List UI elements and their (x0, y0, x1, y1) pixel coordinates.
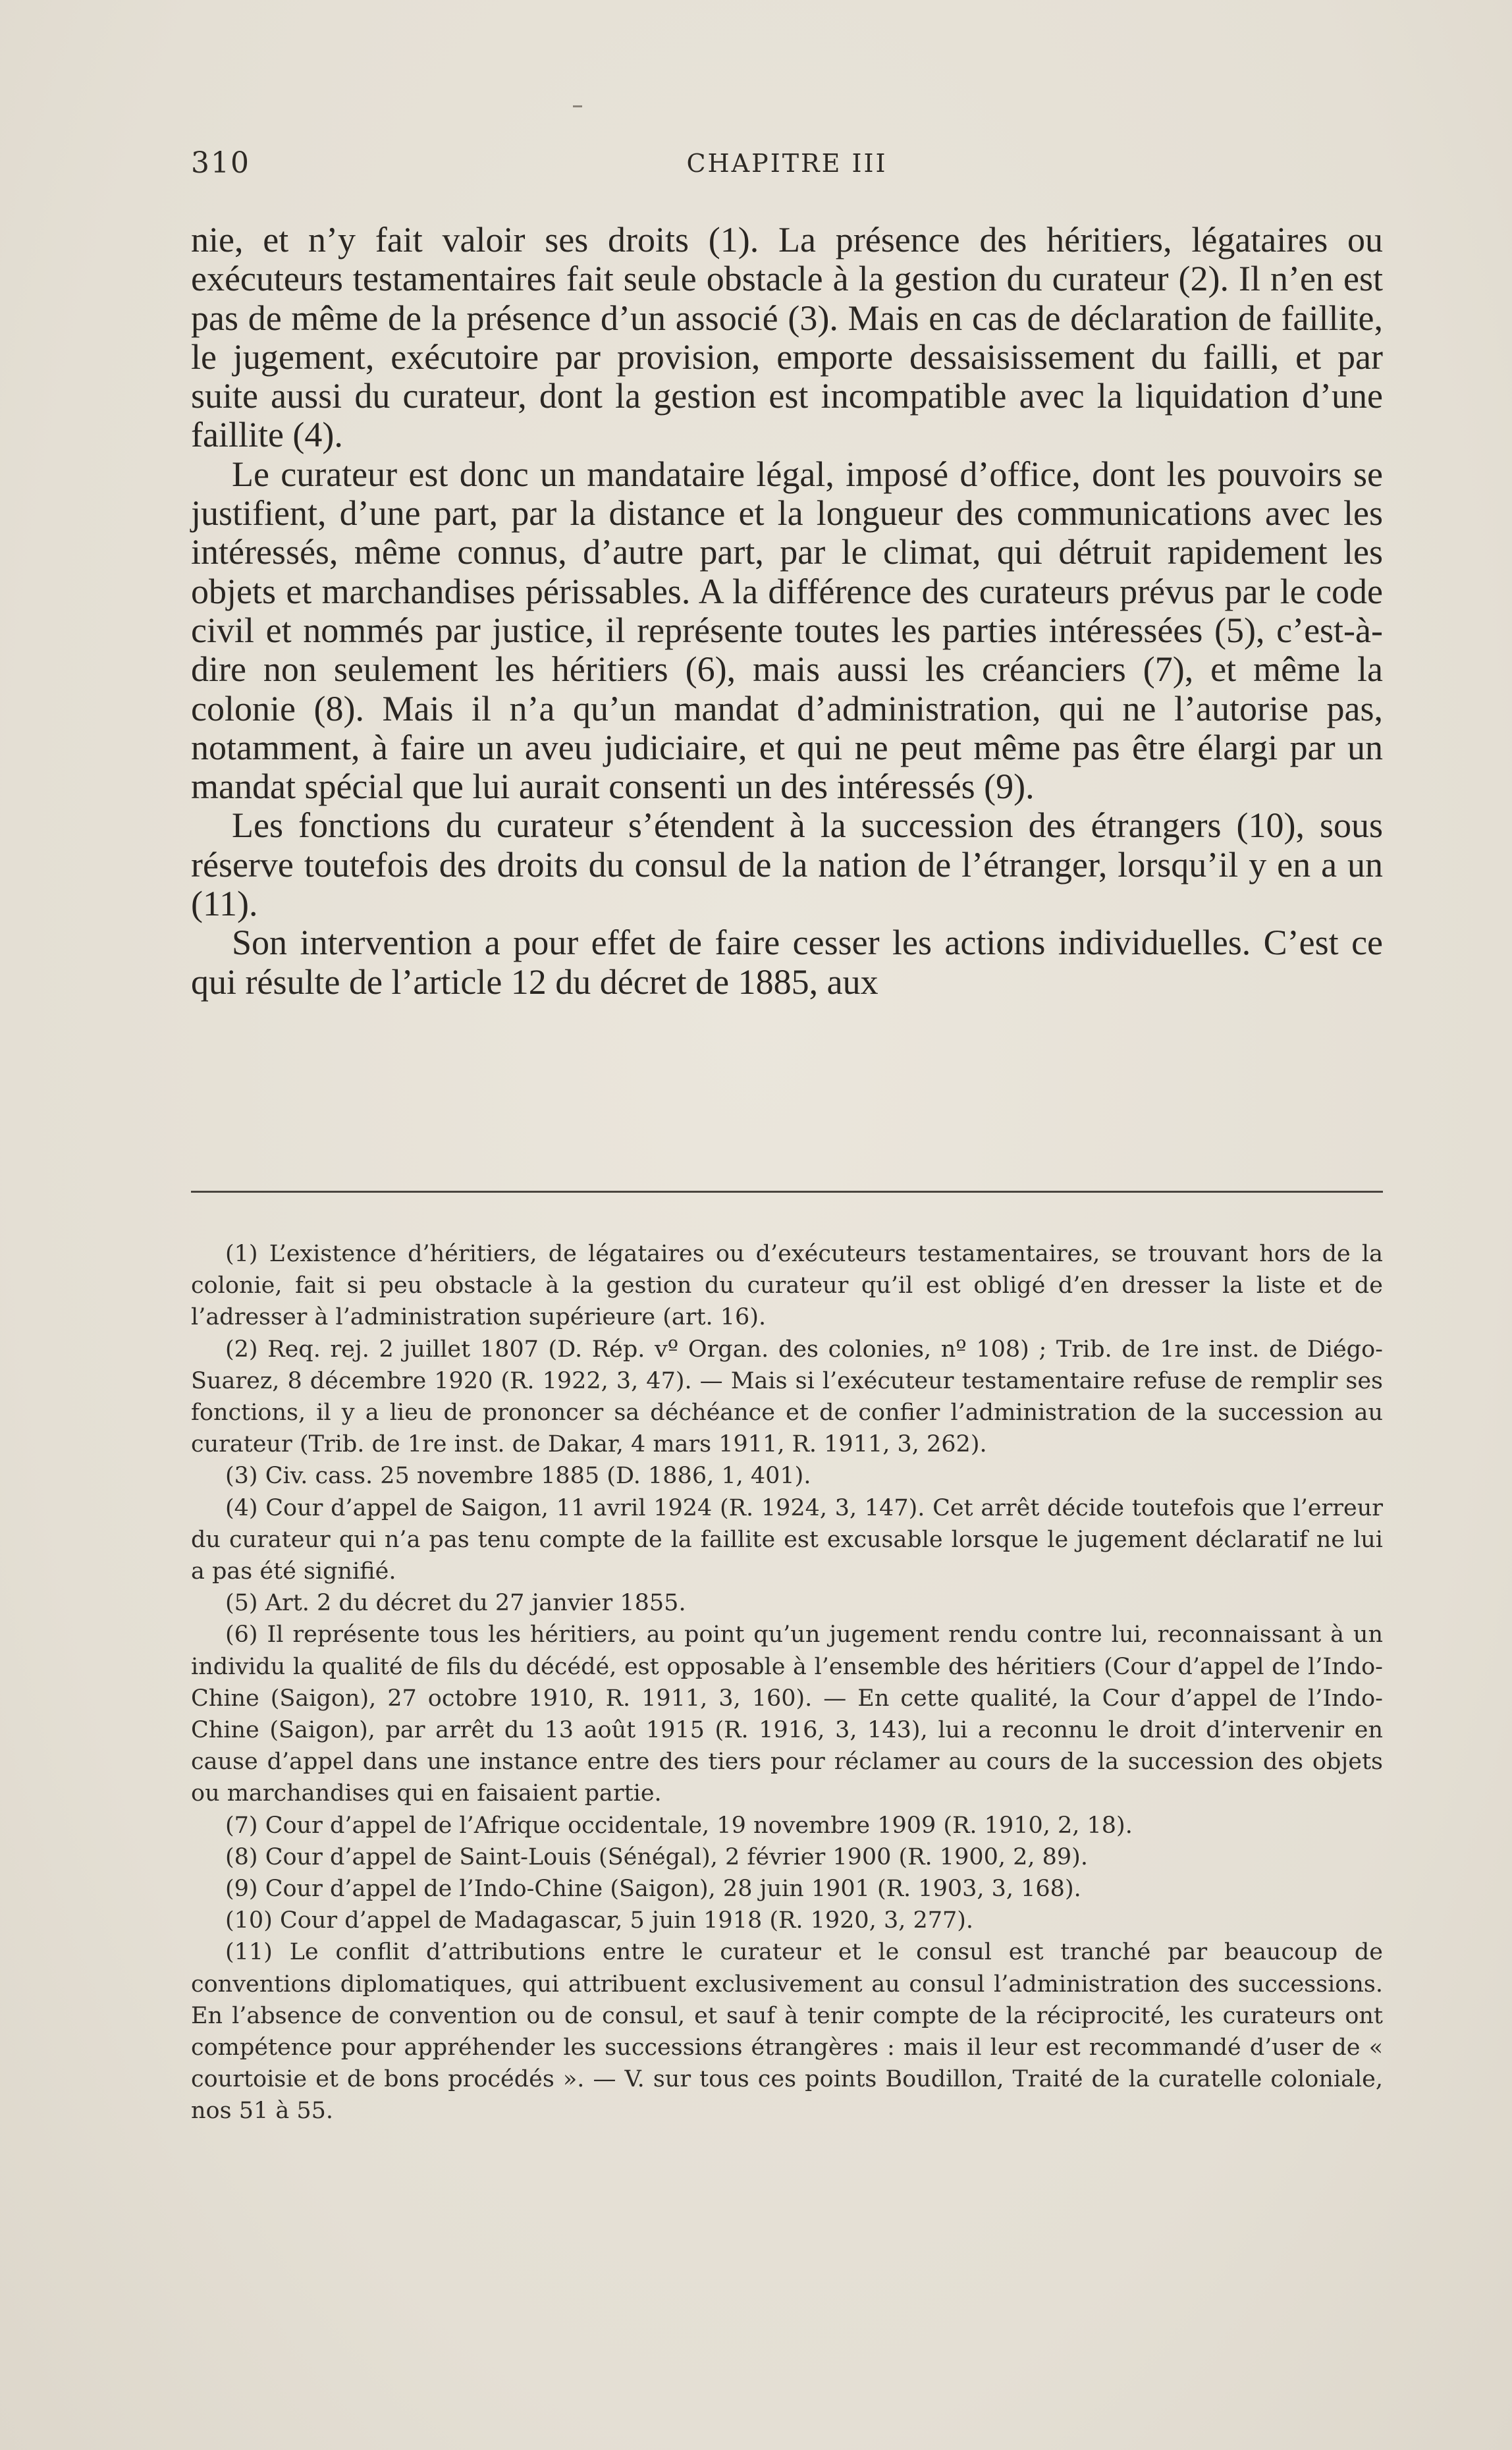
footnote: (11) Le conflit d’attributions entre le curateur et le consul est tranché par beaucoup de conventions diplomatiques, qui attribuent exclusivement au consul l’administration des successions. En l’absence de convention ou de consul, et sauf à tenir compte de la réciprocité, les curateurs ont compétence pour appréhender les successions étrangères : mais il leur est recommandé d’user de « courtoisie et de bons procédés ». — V. sur tous ces points Boudillon, Traité de la curatelle coloniale, nos 51 à 55. (191, 1939, 1383, 2125)
footnote: (4) Cour d’appel de Saigon, 11 avril 1924 (R. 1924, 3, 147). Cet arrêt décide toutefois que l’erreur du curateur qui n’a pas tenu compte de la faillite est excusable lorsque le jugement déclaratif ne lui a pas été signifié. (191, 1494, 1383, 1585)
footnote: (6) Il représente tous les héritiers, au point qu’un jugement rendu contre lui, reconnaissant à un individu la qualité de fils du décédé, est opposable à l’ensemble des héritiers (Cour d’appel de l’Indo-Chine (Saigon), 27 octobre 1910, R. 1911, 3, 160). — En cette qualité, la Cour d’appel de l’Indo-Chine (Saigon), par arrêt du 13 août 1915 (R. 1916, 3, 143), lui a reconnu le droit d’intervenir en cause d’appel dans une instance entre des tiers pour réclamer au cours de la succession des objets ou marchandises qui en faisaient partie. (191, 1621, 1383, 1807)
paragraph: Son intervention a pour effet de faire cesser les actions individuelles. C’est ce qui résulte de l’article 12 du décret de 1885, aux (191, 923, 1383, 1002)
page-mark (573, 105, 582, 107)
footnote: (7) Cour d’appel de l’Afrique occidentale, 19 novembre 1909 (R. 1910, 2, 18). (225, 1812, 1133, 1839)
footnotes (191, 1238, 1383, 2127)
footnote: (3) Civ. cass. 25 novembre 1885 (D. 1886, 1, 401). (225, 1463, 811, 1490)
footnote-separator (191, 1191, 1383, 1193)
footnote: (9) Cour d’appel de l’Indo-Chine (Saigon), 28 juin 1901 (R. 1903, 3, 168). (225, 1876, 1081, 1903)
footnote: (2) Req. rej. 2 juillet 1807 (D. Rép. vº Organ. des colonies, nº 108) ; Trib. de 1re inst. de Diégo-Suarez, 8 décembre 1920 (R. 1922, 3, 47). — Mais si l’exécuteur testamentaire refuse de remplir ses fonctions, il y a lieu de prononcer sa déchéance et de confier l’administration de la succession au curateur (Trib. de 1re inst. de Dakar, 4 mars 1911, R. 1911, 3, 262). (191, 1336, 1383, 1458)
footnote: (1) L’existence d’héritiers, de légataires ou d’exécuteurs testamentaires, se trouvant hors de la colonie, fait si peu obstacle à la gestion du curateur qu’il est obligé d’en dresser la liste et de l’adresser à l’administration supérieure (art. 16). (191, 1241, 1383, 1331)
page-header (191, 146, 1383, 192)
paragraph: nie, et n’y fait valoir ses droits (1). La présence des héritiers, légataires ou exécuteurs testamentaires fait seule obstacle à la gestion du curateur (2). Il n’en est pas de même de la présence d’un associé (3). Mais en cas de déclaration de faillite, le jugement, exécutoire par provision, emporte dessaisissement du failli, et par suite aussi du curateur, dont la gestion est incompatible avec la liquidation d’une faillite (4). (191, 220, 1383, 455)
footnote: (10) Cour d’appel de Madagascar, 5 juin 1918 (R. 1920, 3, 277). (225, 1907, 974, 1934)
footnote: (8) Cour d’appel de Saint-Louis (Sénégal), 2 février 1900 (R. 1900, 2, 89). (225, 1843, 1088, 1870)
main-text (191, 221, 1383, 1002)
page-number: 310 (191, 146, 250, 180)
paragraph: Les fonctions du curateur s’étendent à la succession des étrangers (10), sous réserve toutefois des droits du consul de la nation de l’étranger, lorsqu’il y en a un (11). (191, 805, 1383, 924)
running-head: CHAPITRE III (686, 149, 888, 178)
footnote: (5) Art. 2 du décret du 27 janvier 1855. (225, 1590, 686, 1617)
paragraph: Le curateur est donc un mandataire légal, imposé d’office, dont les pouvoirs se justifient, d’une part, par la distance et la longueur des communications avec les intéressés, même connus, d’autre part, par le climat, qui détruit rapidement les objets et marchandises périssables. A la différence des curateurs prévus par le code civil et nommés par justice, il représente toutes les parties intéressées (5), c’est-à-dire non seulement les héritiers (6), mais aussi les créanciers (7), et même la colonie (8). Mais il n’a qu’un mandat d’administration, qui ne l’autorise pas, notamment, à faire un aveu judiciaire, et qui ne peut même pas être élargi par un mandat spécial que lui aurait consenti un des intéressés (9). (191, 454, 1383, 807)
